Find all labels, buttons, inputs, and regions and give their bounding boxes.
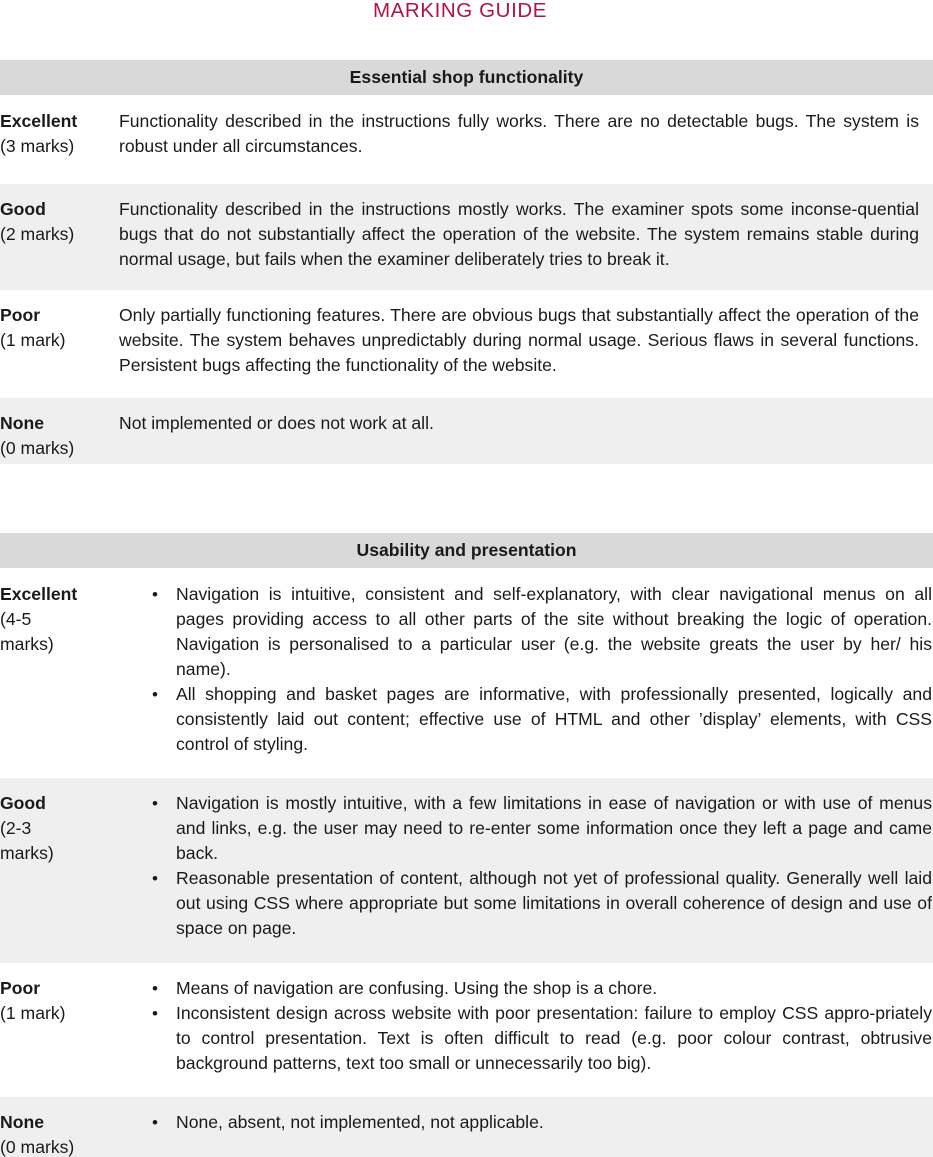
section-heading-functionality: Essential shop functionality [0, 60, 933, 95]
grade-name: Good [0, 199, 46, 219]
functionality-row-none [0, 398, 933, 464]
grade-marks: (0 marks) [0, 1137, 75, 1157]
usability-row-none [0, 1097, 933, 1157]
grade-cell [0, 976, 110, 1026]
grade-name: Excellent [0, 584, 78, 604]
grade-cell [0, 303, 110, 353]
grade-name: Good [0, 793, 46, 813]
section-heading-usability: Usability and presentation [0, 533, 933, 568]
grade-description: Not implemented or does not work at all. [119, 413, 434, 433]
grade-cell [0, 1110, 110, 1157]
criteria-list [150, 582, 932, 757]
criteria-list [150, 1110, 932, 1135]
criteria-item: • Navigation is intuitive, consistent and self-explanatory, with clear navigational menus on all pages providing access to all other parts of the site without breaking the logic of operation. Navigation is personalised to a particular user (e.g. the website greats the user by her/ his name). [150, 582, 932, 682]
grade-name: Poor [0, 305, 41, 325]
criteria-item: • All shopping and basket pages are informative, with professionally presented, logically and consistently laid out content; effective use of HTML and other ’display’ elements, with CSS control of styling. [150, 682, 932, 757]
usability-row-excellent [0, 569, 933, 778]
criteria-list [150, 976, 932, 1076]
grade-cell [0, 791, 110, 866]
grade-name: Poor [0, 978, 41, 998]
functionality-row-poor [0, 290, 933, 398]
grade-name: Excellent [0, 111, 78, 131]
grade-description: Functionality described in the instructions mostly works. The examiner spots some inconse-quential bugs that do not substantially affect the operation of the website. The system remains stable during normal usage, but fails when the examiner deliberately tries to break it. [119, 199, 919, 269]
criteria-item: • Navigation is mostly intuitive, with a few limitations in ease of navigation or with use of menus and links, e.g. the user may need to re-enter some information once they left a page and came back. [150, 791, 932, 866]
grade-description: Only partially functioning features. There are obvious bugs that substantially affect the operation of the website. The system behaves unpredictably during normal usage. Serious flaws in several functions. Persistent bugs affecting the functionality of the website. [119, 305, 919, 375]
grade-cell [0, 109, 110, 159]
functionality-row-excellent [0, 96, 933, 184]
usability-row-poor [0, 963, 933, 1097]
page-title: MARKING GUIDE [372, 0, 548, 22]
grade-description: Functionality described in the instructions fully works. There are no detectable bugs. The system is robust under all circumstances. [119, 111, 919, 156]
criteria-item: • None, absent, not implemented, not applicable. [150, 1110, 932, 1135]
grade-marks: (2 marks) [0, 224, 75, 244]
criteria-item: • Inconsistent design across website with poor presentation: failure to employ CSS appro-priately to control presentation. Text is often difficult to read (e.g. poor colour contrast, obtrusive background patterns, text too small or unnecessarily too big). [150, 1001, 932, 1076]
grade-cell [0, 582, 110, 657]
grade-name: None [0, 413, 44, 433]
grade-marks: (0 marks) [0, 438, 75, 458]
grade-cell [0, 411, 110, 461]
grade-marks: (4-5 marks) [0, 609, 54, 654]
grade-marks: (1 mark) [0, 1003, 66, 1023]
grade-cell [0, 197, 110, 247]
criteria-item: • Reasonable presentation of content, although not yet of professional quality. Generally well laid out using CSS where appropriate but some limitations in overall coherence of design and use of space on page. [150, 866, 932, 941]
grade-marks: (2-3 marks) [0, 818, 54, 863]
grade-marks: (3 marks) [0, 136, 75, 156]
criteria-list [150, 791, 932, 941]
grade-marks: (1 mark) [0, 330, 66, 350]
grade-name: None [0, 1112, 44, 1132]
usability-row-good [0, 778, 933, 963]
criteria-item: • Means of navigation are confusing. Using the shop is a chore. [150, 976, 932, 1001]
functionality-row-good [0, 184, 933, 290]
